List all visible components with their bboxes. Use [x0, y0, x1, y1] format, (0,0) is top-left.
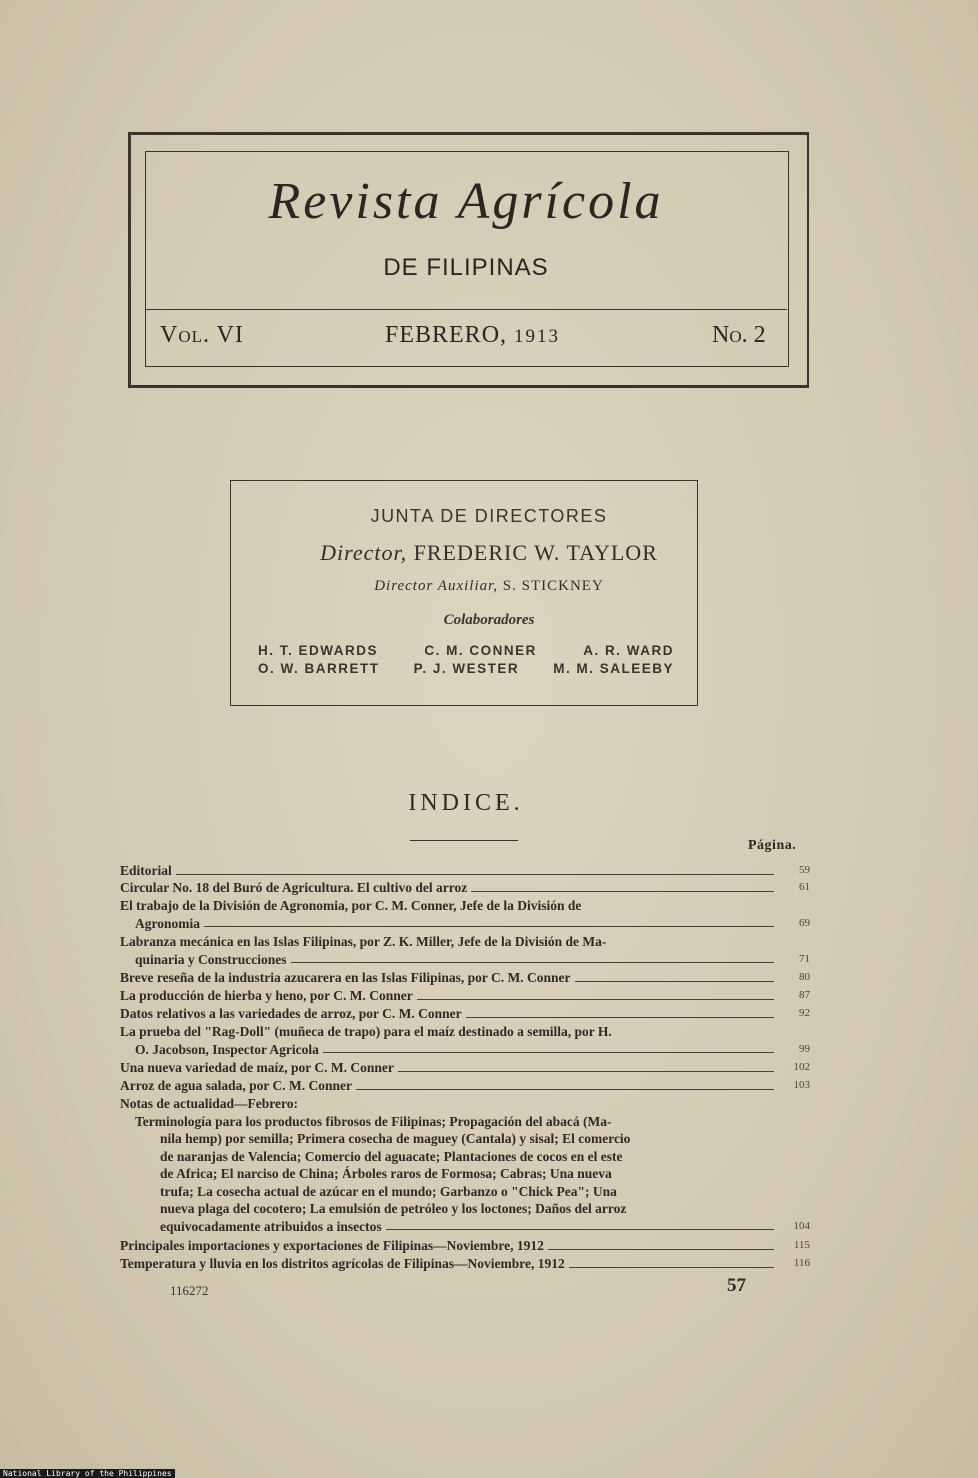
index-title-rule	[410, 840, 518, 841]
collaborators-row-1	[258, 643, 674, 658]
toc-leader-line	[569, 1267, 774, 1268]
toc-entry-text: Editorial	[120, 863, 172, 878]
toc-entry	[120, 1255, 810, 1273]
issue-number: No. 2	[712, 322, 766, 348]
toc-entry	[120, 1095, 810, 1235]
toc-entry-text: Temperatura y lluvia en los distritos agrícolas de Filipinas—Noviembre, 1912	[120, 1256, 565, 1271]
toc-entry-text: Circular No. 18 del Buró de Agricultura. El cultivo del arroz	[120, 880, 468, 895]
collaborators-heading: Colaboradores	[443, 612, 535, 628]
toc-entry-text: Labranza mecánica en las Islas Filipinas, por Z. K. Miller, Jefe de la División de Ma-	[120, 934, 607, 949]
toc-leader-line	[417, 999, 774, 1000]
collaborator-name: A. R. WARD	[583, 643, 674, 658]
toc-page-number: 92	[799, 1007, 810, 1019]
toc-leader-line	[548, 1249, 774, 1250]
collaborator-name: O. W. BARRETT	[258, 661, 380, 676]
toc-page-number: 99	[799, 1042, 810, 1055]
issue-month: FEBRERO,	[385, 322, 508, 348]
toc-leader-line	[386, 1229, 774, 1230]
toc-entry	[120, 933, 810, 968]
toc-leader-line	[323, 1052, 774, 1053]
toc-entry-text: quinaria y Construcciones	[135, 951, 287, 967]
toc-page-number: 103	[793, 1079, 810, 1091]
toc-entry	[120, 1005, 810, 1023]
toc-page-number: 102	[793, 1061, 810, 1073]
collaborator-name: M. M. SALEEBY	[553, 661, 674, 676]
toc-leader-line	[575, 981, 774, 982]
toc-page-number: 59	[799, 864, 810, 876]
toc-entry-text: de Africa; El narciso de China; Árboles raros de Formosa; Cabras; Una nueva	[160, 1166, 612, 1181]
toc-leader-line	[291, 962, 774, 963]
toc-page-number: 104	[793, 1219, 810, 1232]
toc-entry	[120, 1023, 810, 1058]
toc-entry-text: La producción de hierba y heno, por C. M. Conner	[120, 988, 413, 1003]
toc-entry-text: Una nueva variedad de maíz, por C. M. Conner	[120, 1060, 394, 1075]
toc-page-number: 69	[799, 916, 810, 929]
masthead-divider	[145, 309, 787, 310]
toc-entry-text: Arroz de agua salada, por C. M. Conner	[120, 1078, 352, 1093]
toc-entry-text: nila hemp) por semilla; Primera cosecha de maguey (Cantala) y sisal; El comercio	[160, 1131, 631, 1146]
issue-date	[385, 322, 560, 349]
toc-entry-text: Terminología para los productos fibrosos de Filipinas; Propagación del abacá (Ma-	[135, 1113, 612, 1129]
toc-leader-line	[398, 1071, 774, 1072]
page-number: 57	[727, 1275, 746, 1296]
toc-entry	[120, 1059, 810, 1077]
toc-entry-text: equivocadamente atribuidos a insectos	[160, 1218, 382, 1234]
toc-entry-text: El trabajo de la División de Agronomia, por C. M. Conner, Jefe de la División de	[120, 898, 582, 913]
toc-page-number: 116	[793, 1257, 810, 1269]
toc-entry	[120, 987, 810, 1005]
toc-entry-text: Agronomia	[135, 915, 201, 931]
toc-page-number: 87	[799, 989, 810, 1001]
catalog-number: 116272	[170, 1283, 209, 1298]
board-heading: JUNTA DE DIRECTORES	[370, 506, 608, 526]
toc-entry	[120, 1237, 810, 1255]
toc-entry	[120, 897, 810, 932]
assistant-director-role: Director Auxiliar,	[374, 578, 499, 594]
toc-page-number: 71	[799, 952, 810, 965]
toc-entry	[120, 862, 810, 880]
toc-entry-text: Datos relativos a las variedades de arroz, por C. M. Conner	[120, 1006, 462, 1021]
toc-entry-text: nueva plaga del cocotero; La emulsión de petróleo y los loctones; Daños del arroz	[160, 1201, 627, 1216]
toc-page-number: 61	[799, 881, 810, 893]
toc-page-number: 80	[799, 971, 810, 983]
toc-entry-text: Breve reseña de la industria azucarera en las Islas Filipinas, por C. M. Conner	[120, 970, 571, 985]
toc-entry-text: Notas de actualidad—Febrero:	[120, 1096, 298, 1111]
index-title: INDICE.	[408, 790, 524, 816]
page-column-header: Página.	[748, 838, 797, 853]
assistant-director-line	[0, 578, 978, 595]
collaborator-name: H. T. EDWARDS	[258, 643, 379, 658]
library-footer: National Library of the Philippines	[0, 1469, 175, 1478]
collaborators-row-2	[258, 661, 674, 676]
toc-page-number: 115	[793, 1239, 810, 1251]
collaborator-name: P. J. WESTER	[413, 661, 520, 676]
journal-title: Revista Agrícola	[268, 173, 664, 230]
toc-leader-line	[471, 891, 774, 892]
assistant-director-name: S. STICKNEY	[502, 578, 604, 594]
toc-leader-line	[176, 874, 774, 875]
director-name: FREDERIC W. TAYLOR	[413, 540, 658, 565]
toc-entry-text: trufa; La cosecha actual de azúcar en el mundo; Garbanzo o "Chick Pea"; Una	[160, 1183, 617, 1199]
toc-leader-line	[466, 1017, 774, 1018]
toc-entry-text: O. Jacobson, Inspector Agricola	[135, 1041, 319, 1057]
toc-entry	[120, 1077, 810, 1095]
toc-entry	[120, 879, 810, 897]
issue-year: 1913	[514, 326, 561, 347]
toc-entry-text: Principales importaciones y exportaciones de Filipinas—Noviembre, 1912	[120, 1238, 544, 1253]
toc-leader-line	[204, 926, 774, 927]
toc-leader-line	[356, 1089, 774, 1090]
toc-entry-text: La prueba del "Rag-Doll" (muñeca de trapo) para el maíz destinado a semilla, por H.	[120, 1024, 612, 1039]
toc-entry-text: de naranjas de Valencia; Comercio del aguacate; Plantaciones de cocos en el este	[160, 1148, 623, 1164]
director-line	[0, 540, 978, 566]
journal-subtitle: DE FILIPINAS	[383, 254, 549, 281]
toc-entry	[120, 969, 810, 987]
director-role: Director,	[320, 540, 408, 565]
volume-label: Vol. VI	[160, 322, 244, 348]
collaborator-name: C. M. CONNER	[424, 643, 537, 658]
